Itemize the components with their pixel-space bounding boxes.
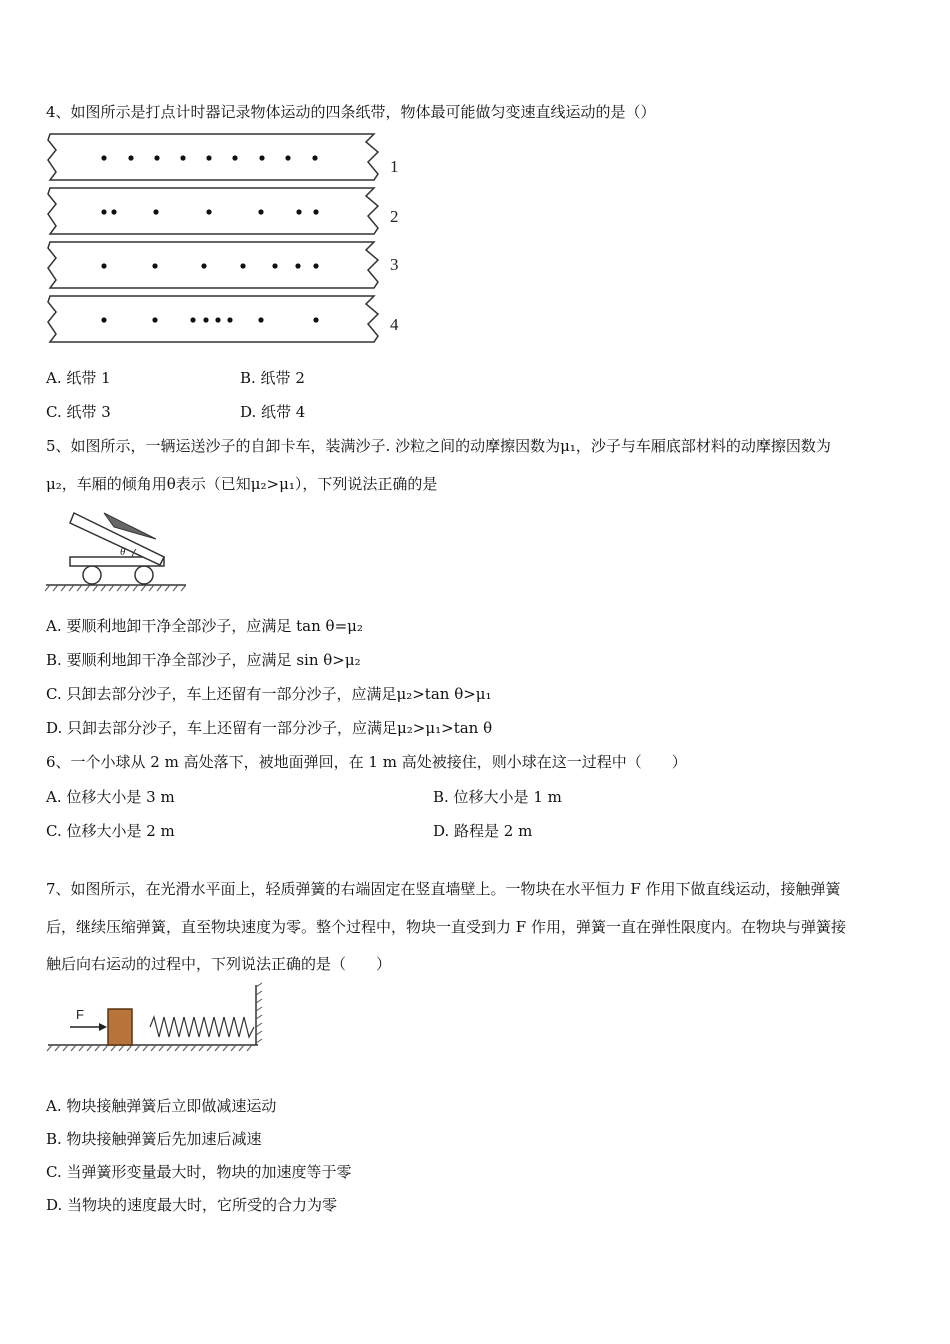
theta-label: θ	[120, 546, 126, 558]
q6-option-d: D. 路程是 2 m	[433, 822, 533, 840]
q5-stem-line2: μ₂，车厢的倾角用θ表示（已知μ₂>μ₁），下列说法正确的是	[46, 475, 438, 493]
q4-option-c: C. 纸带 3	[46, 403, 111, 421]
tape-4	[48, 296, 378, 342]
q4-option-a: A. 纸带 1	[46, 369, 111, 387]
q6-stem: 6、一个小球从 2 m 高处落下，被地面弹回，在 1 m 高处被接住，则小球在这一过程中（ ）	[46, 753, 687, 771]
q7-stem-line3: 触后向右运动的过程中，下列说法正确的是（ ）	[46, 955, 392, 973]
dump-truck-figure	[44, 505, 194, 595]
tape-label-2: 2	[390, 207, 399, 226]
tape-label-3: 3	[390, 255, 399, 274]
q5-option-b: B. 要顺利地卸干净全部沙子，应满足 sin θ>μ₂	[46, 651, 361, 669]
spring-block-figure	[44, 983, 269, 1058]
q5-option-c: C. 只卸去部分沙子，车上还留有一部分沙子，应满足μ₂>tan θ>μ₁	[46, 685, 492, 703]
q7-option-a: A. 物块接触弹簧后立即做减速运动	[46, 1097, 277, 1115]
q5-option-a: A. 要顺利地卸干净全部沙子，应满足 tan θ=μ₂	[46, 617, 363, 635]
tape-1	[48, 134, 378, 180]
q6-option-c: C. 位移大小是 2 m	[46, 822, 175, 840]
paper-tapes-figure	[44, 130, 414, 350]
q4-stem: 4、如图所示是打点计时器记录物体运动的四条纸带，物体最可能做匀变速直线运动的是（）	[46, 103, 656, 121]
tape-2	[48, 188, 378, 234]
q7-option-d: D. 当物块的速度最大时，它所受的合力为零	[46, 1196, 338, 1214]
q5-option-d: D. 只卸去部分沙子，车上还留有一部分沙子，应满足μ₂>μ₁>tan θ	[46, 719, 493, 737]
tape-3	[48, 242, 378, 288]
q6-option-a: A. 位移大小是 3 m	[46, 788, 175, 806]
q7-option-c: C. 当弹簧形变量最大时，物块的加速度等于零	[46, 1163, 352, 1181]
tape-label-1: 1	[390, 157, 399, 176]
tape-label-4: 4	[390, 315, 399, 334]
q7-option-b: B. 物块接触弹簧后先加速后减速	[46, 1130, 262, 1148]
q6-option-b: B. 位移大小是 1 m	[433, 788, 562, 806]
q4-option-b: B. 纸带 2	[240, 369, 305, 387]
q7-stem-line2: 后，继续压缩弹簧，直至物块速度为零。整个过程中，物块一直受到力 F 作用，弹簧一直在弹性限度内。在物块与弹簧接	[46, 918, 846, 936]
q4-option-d: D. 纸带 4	[240, 403, 306, 421]
q7-stem-line1: 7、如图所示，在光滑水平面上，轻质弹簧的右端固定在竖直墙壁上。一物块在水平恒力 F 作用下做直线运动，接触弹簧	[46, 880, 841, 898]
force-label: F	[76, 1007, 84, 1022]
q5-stem-line1: 5、如图所示，一辆运送沙子的自卸卡车，装满沙子. 沙粒之间的动摩擦因数为μ₁，沙子与车厢底部材料的动摩擦因数为	[46, 437, 831, 455]
